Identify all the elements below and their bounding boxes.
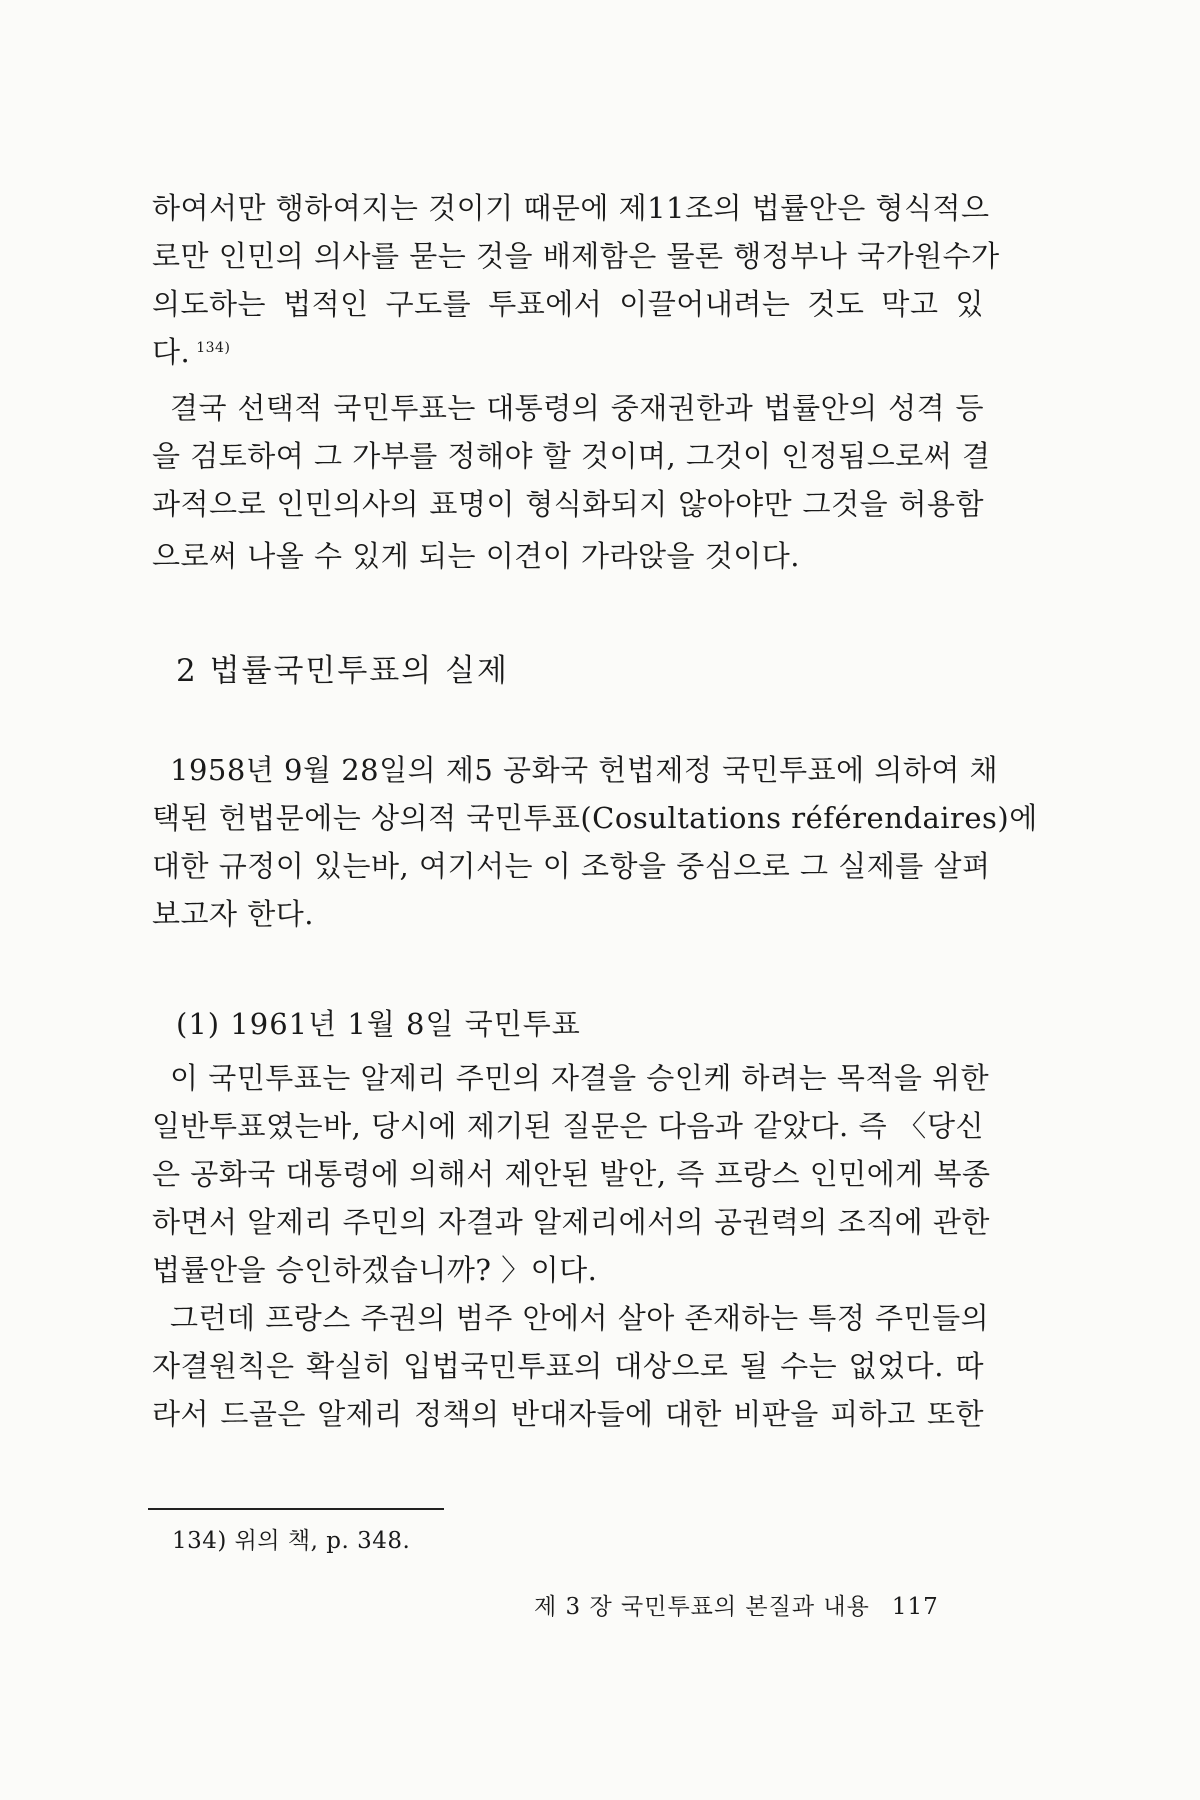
text-line: 1958년 9월 28일의 제5 공화국 헌법제정 국민투표에 의하여 채 (170, 753, 999, 787)
running-footer (534, 1588, 939, 1621)
text-line: 결국 선택적 국민투표는 대통령의 중재권한과 법률안의 성격 등 (170, 391, 984, 425)
text-line: 로만 인민의 의사를 묻는 것을 배제함은 물론 행정부나 국가원수가 (152, 239, 1000, 273)
page-number: 117 (891, 1594, 939, 1620)
paragraph-1 (152, 184, 1000, 376)
text-line: 하면서 알제리 주민의 자결과 알제리에서의 공권력의 조직에 관한 (152, 1205, 990, 1239)
footnote-reference: 134) (196, 340, 231, 356)
text-line: 대한 규정이 있는바, 여기서는 이 조항을 중심으로 그 실제를 살펴 (152, 849, 991, 883)
paragraph-3 (152, 746, 1038, 938)
paragraph-4 (152, 1054, 991, 1294)
text-line-with-footnote (152, 328, 984, 376)
text-line: 일반투표였는바, 당시에 제기된 질문은 다음과 같았다. 즉 〈당신 (152, 1109, 984, 1143)
text-line: 과적으로 인민의사의 표명이 형식화되지 않아야만 그것을 허용함 (152, 487, 984, 521)
paragraph-5 (152, 1294, 990, 1438)
text-line: 자결원칙은 확실히 입법국민투표의 대상으로 될 수는 없었다. 따 (152, 1349, 984, 1383)
text-line: 의도하는 법적인 구도를 투표에서 이끌어내려는 것도 막고 있 (152, 287, 984, 321)
subsection-heading: (1) 1961년 1월 8일 국민투표 (176, 1007, 581, 1041)
text-line: 그런데 프랑스 주권의 범주 안에서 살아 존재하는 특정 주민들의 (170, 1301, 990, 1335)
section-heading: 2 법률국민투표의 실제 (176, 653, 509, 689)
text-line: 을 검토하여 그 가부를 정해야 할 것이며, 그것이 인정됨으로써 결 (152, 439, 991, 473)
text-line: 보고자 한다. (152, 897, 315, 931)
paragraph-2 (152, 384, 991, 584)
running-title: 제 3 장 국민투표의 본질과 내용 (534, 1594, 870, 1620)
text-line: 하여서만 행하여지는 것이기 때문에 제11조의 법률안은 형식적으 (152, 191, 990, 225)
text-line: 으로써 나올 수 있게 되는 이견이 가라앉을 것이다. (152, 539, 801, 573)
text-line: 은 공화국 대통령에 의해서 제안된 발안, 즉 프랑스 인민에게 복종 (152, 1157, 991, 1191)
text-line: 다. (152, 335, 191, 369)
text-line: 이 국민투표는 알제리 주민의 자결을 승인케 하려는 목적을 위한 (170, 1061, 990, 1095)
text-line: 라서 드골은 알제리 정책의 반대자들에 대한 비판을 피하고 또한 (152, 1397, 984, 1431)
text-line: 택된 헌법문에는 상의적 국민투표(Cosultations référendaires)에 (152, 801, 1038, 835)
footnote-divider (148, 1508, 444, 1510)
text-line: 법률안을 승인하겠습니까? 〉이다. (152, 1253, 598, 1287)
footnote: 134) 위의 책, p. 348. (172, 1528, 411, 1554)
